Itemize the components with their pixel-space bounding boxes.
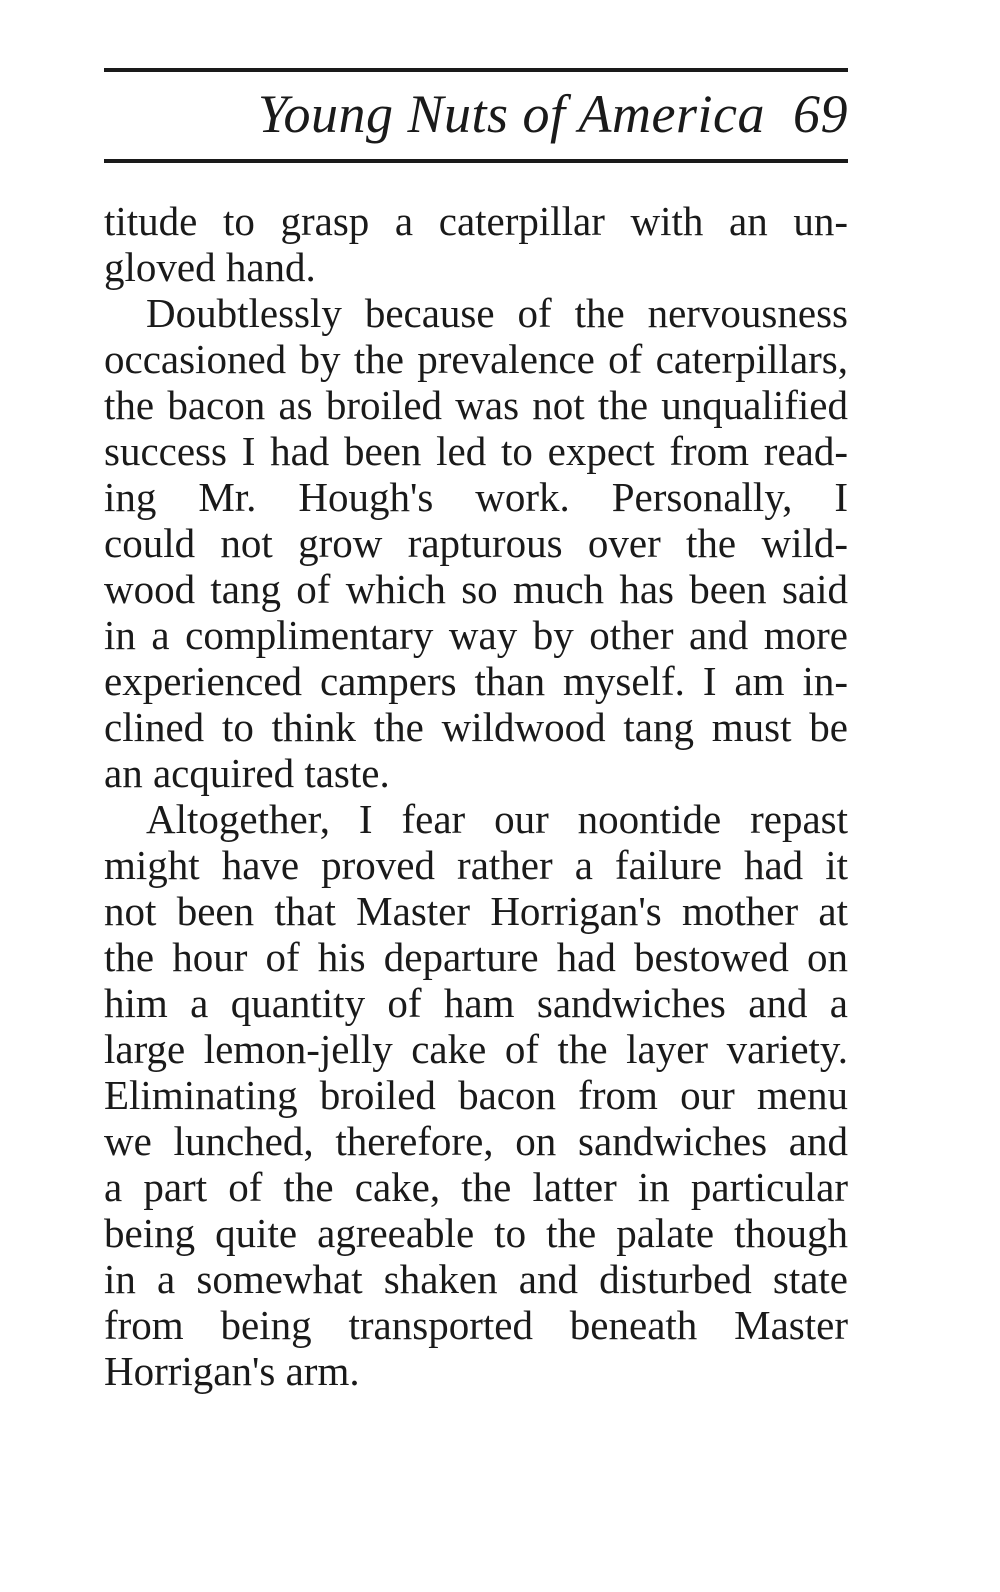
running-head: [104, 78, 848, 150]
text-line: might have proved rather a failure had it: [104, 842, 848, 888]
text-line: Horrigan's arm.: [104, 1348, 360, 1394]
text-line: clined to think the wildwood tang must be: [104, 704, 848, 750]
text-line: gloved hand.: [104, 244, 316, 290]
running-head-title: Young Nuts of America: [257, 84, 765, 144]
text-line: could not grow rapturous over the wild-: [104, 520, 848, 566]
text-line: we lunched, therefore, on sandwiches and: [104, 1118, 848, 1164]
text-line: in a complimentary way by other and more: [104, 612, 848, 658]
text-line: wood tang of which so much has been said: [104, 566, 848, 612]
text-line: Doubtlessly because of the nervousness: [146, 290, 848, 336]
text-line: occasioned by the prevalence of caterpillars,: [104, 336, 848, 382]
text-line: success I had been led to expect from read-: [104, 428, 848, 474]
text-line: a part of the cake, the latter in particular: [104, 1164, 848, 1210]
text-line: from being transported beneath Master: [104, 1302, 848, 1348]
text-line: ing Mr. Hough's work. Personally, I: [104, 474, 848, 520]
text-line: Altogether, I fear our noontide repast: [146, 796, 848, 842]
header-top-rule: [104, 68, 848, 72]
text-line: in a somewhat shaken and disturbed state: [104, 1256, 848, 1302]
text-line: the hour of his departure had bestowed on: [104, 934, 848, 980]
text-line: experienced campers than myself. I am in-: [104, 658, 848, 704]
text-line: the bacon as broiled was not the unqualified: [104, 382, 848, 428]
text-line: titude to grasp a caterpillar with an un-: [104, 198, 848, 244]
text-line: Eliminating broiled bacon from our menu: [104, 1072, 848, 1118]
text-line: an acquired taste.: [104, 750, 390, 796]
text-line: large lemon-jelly cake of the layer variety.: [104, 1026, 848, 1072]
page-number: 69: [793, 84, 848, 144]
header-bottom-rule: [104, 159, 848, 163]
text-line: not been that Master Horrigan's mother at: [104, 888, 848, 934]
text-line: being quite agreeable to the palate though: [104, 1210, 848, 1256]
text-line: him a quantity of ham sandwiches and a: [104, 980, 848, 1026]
